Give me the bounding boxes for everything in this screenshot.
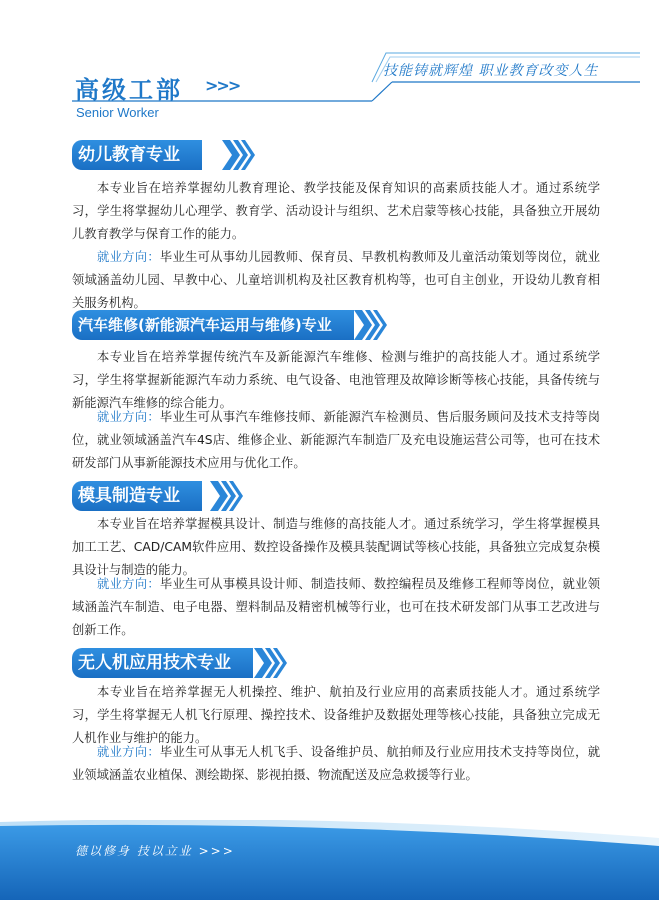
section-header-drone [72, 648, 282, 678]
section-career [72, 406, 600, 475]
career-text: 毕业生可从事幼儿园教师、保育员、早教机构教师及儿童活动策划等岗位，就业领域涵盖幼儿园、早教中心、儿童培训机构及社区教育机构等，也可自主创业，开设幼儿教育相关服务机构。 [72, 250, 600, 310]
section-career [72, 246, 600, 315]
stripe-decoration [254, 648, 294, 678]
page-subtitle: Senior Worker [76, 105, 159, 120]
section-career [72, 573, 600, 642]
section-intro: 本专业旨在培养掌握无人机操控、维护、航拍及行业应用的高素质技能人才。通过系统学习，学生将掌握无人机飞行原理、操控技术、设备维护及数据处理等核心技能，具备独立完成无人机作业与维护的能力。 [72, 685, 600, 745]
section-intro: 本专业旨在培养掌握传统汽车及新能源汽车维修、检测与维护的高技能人才。通过系统学习，学生将掌握新能源汽车动力系统、电气设备、电池管理及故障诊断等核心技能，具备传统与新能源汽车维修的综合能力。 [72, 350, 600, 410]
section-title: 无人机应用技术专业 [72, 648, 253, 678]
section-header-early-childhood [72, 140, 257, 170]
section-intro: 本专业旨在培养掌握模具设计、制造与维修的高技能人才。通过系统学习，学生将掌握模具加工工艺、CAD/CAM软件应用、数控设备操作及模具装配调试等核心技能，具备独立完成复杂模具设计与制造的能力。 [72, 517, 600, 577]
section-title: 幼儿教育专业 [72, 140, 202, 170]
stripe-decoration [354, 310, 394, 340]
career-text: 毕业生可从事汽车维修技师、新能源汽车检测员、售后服务顾问及技术支持等岗位，就业领域涵盖汽车4S店、维修企业、新能源汽车制造厂及充电设施运营公司等，也可在技术研发部门从事新能源技术应用与优化工作。 [72, 410, 600, 470]
career-text: 毕业生可从事模具设计师、制造技师、数控编程员及维修工程师等岗位，就业领域涵盖汽车制造、电子电器、塑料制品及精密机械等行业，也可在技术研发部门从事工艺改进与创新工作。 [72, 577, 600, 637]
header-slogan: 技能铸就辉煌 职业教育改变人生 [383, 63, 599, 79]
footer-band [0, 820, 659, 900]
career-label: 就业方向： [97, 745, 160, 759]
section-header-auto-repair [72, 310, 382, 340]
stripe-decoration [210, 481, 250, 511]
title-arrows: >>> [205, 76, 240, 95]
stripe-decoration [222, 140, 262, 170]
footer-motto: 德以修身 技以立业 >>> [75, 844, 235, 858]
section-title: 模具制造专业 [72, 481, 202, 511]
section-career [72, 741, 600, 787]
page-title: 高级工部 [75, 76, 183, 104]
section-intro: 本专业旨在培养掌握幼儿教育理论、教学技能及保育知识的高素质技能人才。通过系统学习，学生将掌握幼儿心理学、教育学、活动设计与组织、艺术启蒙等核心技能，具备独立开展幼儿教育教学与保育工作的能力。 [72, 181, 600, 241]
career-text: 毕业生可从事无人机飞手、设备维护员、航拍师及行业应用技术支持等岗位，就业领域涵盖农业植保、测绘勘探、影视拍摄、物流配送及应急救援等行业。 [72, 745, 600, 782]
section-header-mold-making [72, 481, 247, 511]
section-title: 汽车维修(新能源汽车运用与维修)专业 [72, 310, 354, 340]
career-label: 就业方向： [97, 577, 160, 591]
career-label: 就业方向： [97, 250, 160, 264]
career-label: 就业方向： [97, 410, 160, 424]
page-header [0, 0, 659, 140]
